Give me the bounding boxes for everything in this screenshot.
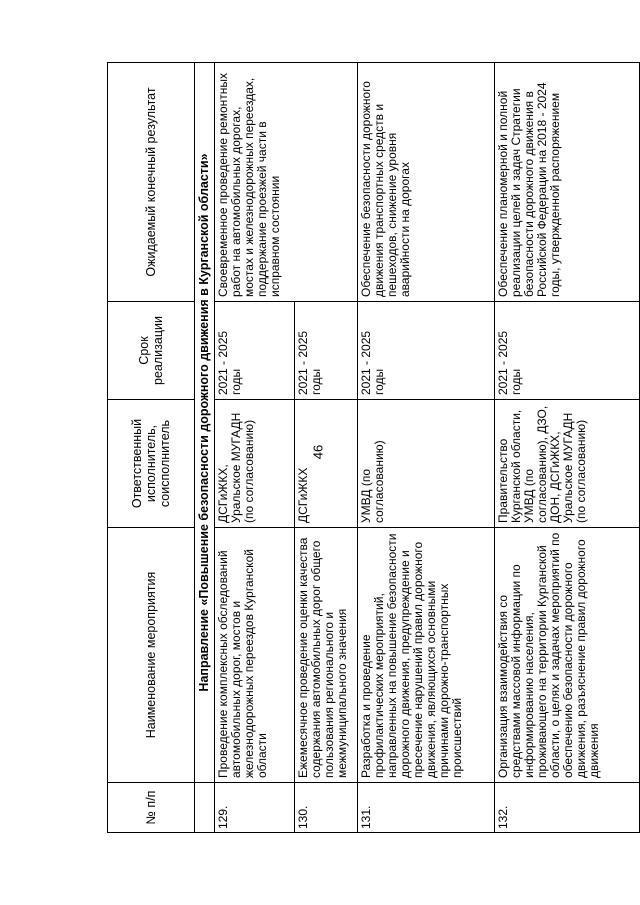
row-num: 129. xyxy=(215,783,295,833)
row-result: Обеспечение планомерной и полной реализации целей и задач Стратегии безопасности дорожного движения в Российской Федерации на 2018 - 2024 годы, утвержденной распоряжением xyxy=(495,63,640,302)
measures-table xyxy=(107,62,640,833)
section-row xyxy=(195,63,215,833)
row-responsible: Правительство Курганской области, УМВД (по согласованию), ДЗО, ДОН, ДСГиЖКХ, Уральское МУГАДН (по согласованию) xyxy=(495,400,640,528)
row-term: 2021 - 2025 годы xyxy=(358,302,495,400)
row-num: 131. xyxy=(358,783,495,833)
row-responsible: ДСГиЖКХ, Уральское МУГАДН (по согласованию) xyxy=(215,400,295,528)
table-row xyxy=(358,63,495,833)
row-num: 130. xyxy=(295,783,358,833)
row-name: Разработка и проведение профилактических мероприятий, направленных на повышение безопасности дорожного движения, предупреждение и пресечение нарушений правил дорожного движения, являющихся основными причинами дорожно-транспортных происшествий xyxy=(358,528,495,783)
page-number: 46 xyxy=(310,444,326,460)
row-responsible: УМВД (по согласованию) xyxy=(358,400,495,528)
row-responsible: ДСГиЖКХ xyxy=(295,400,358,528)
header-num: № п/п xyxy=(108,783,195,833)
row-term: 2021 - 2025 годы xyxy=(495,302,640,400)
table-row xyxy=(495,63,640,833)
table-header-row xyxy=(108,63,195,833)
row-term: 2021 - 2025 годы xyxy=(295,302,358,400)
row-result: Своевременное проведение ремонтных работ на автомобильных дорогах, мостах и железнодорожных переездах, поддержание проезжей части в исправном состоянии xyxy=(215,63,358,302)
rotated-table-container xyxy=(107,63,637,833)
header-term: Срок реализации xyxy=(108,302,195,400)
table-row xyxy=(215,63,295,833)
row-name: Проведение комплексных обследований автомобильных дорог, мостов и железнодорожных переездов Курганской области xyxy=(215,528,295,783)
header-name: Наименование мероприятия xyxy=(108,528,195,783)
section-title: Направление «Повышение безопасности дорожного движения в Курганской области» xyxy=(195,63,215,783)
header-result: Ожидаемый конечный результат xyxy=(108,63,195,302)
header-responsible: Ответственный исполнитель, соисполнитель xyxy=(108,400,195,528)
row-term: 2021 - 2025 годы xyxy=(215,302,295,400)
row-name: Ежемесячное проведение оценки качества содержания автомобильных дорог общего пользования регионального и межмуниципального значения xyxy=(295,528,358,783)
row-result: Обеспечение безопасности дорожного движения транспортных средств и пешеходов, снижение уровня аварийности на дорогах xyxy=(358,63,495,302)
row-num: 132. xyxy=(495,783,640,833)
row-name: Организация взаимодействия со средствами массовой информации по информированию населения, проживающего на территории Курганской области, о целях и задачах мероприятий по обеспечению безопасности дорожного движения, разъяснение правил дорожного движения xyxy=(495,528,640,783)
